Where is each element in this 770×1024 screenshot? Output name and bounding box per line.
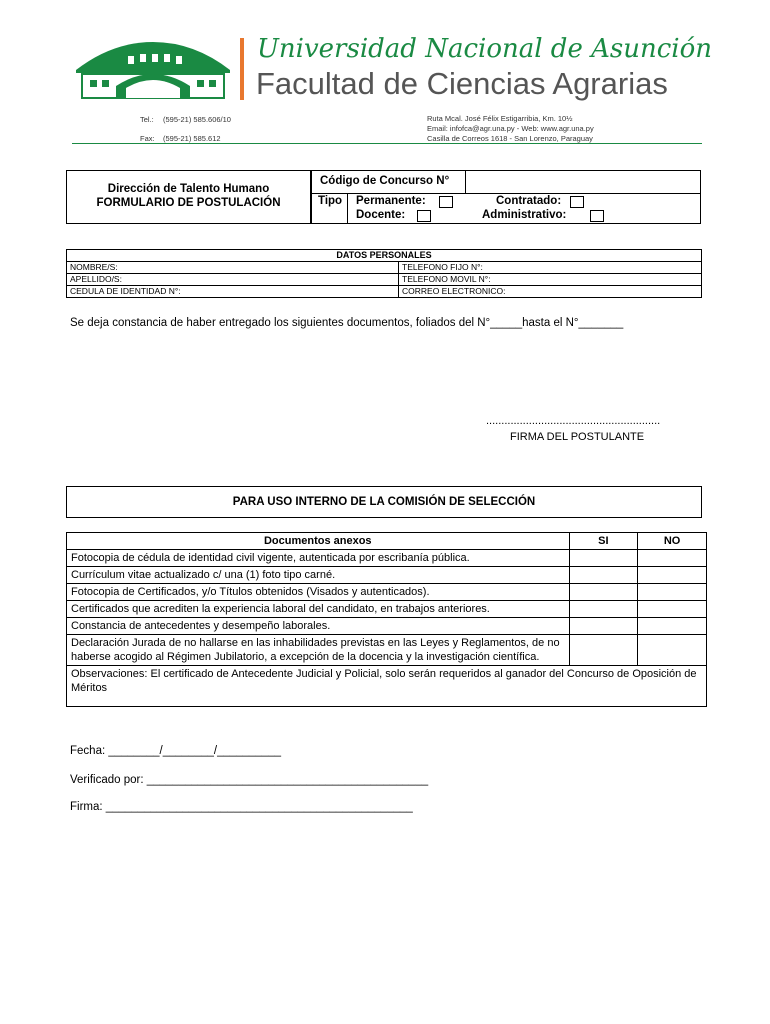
document-item: Fotocopia de cédula de identidad civil vigente, autenticada por escribanía pública. xyxy=(67,550,570,567)
permanente-label: Permanente: xyxy=(356,195,426,207)
document-item: Declaración Jurada de no hallarse en las inhabilidades previstas en las Leyes y Reglamentos, de no haberse acogido al Régimen Jubilatorio, a excepción de la docencia y la investigación científica. xyxy=(67,635,570,666)
docente-label: Docente: xyxy=(356,209,406,221)
administrativo-checkbox[interactable] xyxy=(590,210,604,222)
fax-value: (595-21) 585.612 xyxy=(163,134,221,143)
fecha-field[interactable]: Fecha: ________/________/__________ xyxy=(70,745,282,757)
no-cell[interactable] xyxy=(638,635,707,666)
firma-field[interactable]: Firma: ________________________________________________ xyxy=(70,801,413,813)
table-row xyxy=(67,567,707,584)
codigo-concurso-label: Código de Concurso N° xyxy=(320,175,450,187)
telefono-fijo-field[interactable]: TELEFONO FIJO N°: xyxy=(399,262,702,274)
faculty-name: Facultad de Ciencias Agrarias xyxy=(256,66,668,101)
si-cell[interactable] xyxy=(569,584,638,601)
document-item: Constancia de antecedentes y desempeño laborales. xyxy=(67,618,570,635)
table-row xyxy=(67,584,707,601)
si-cell[interactable] xyxy=(569,550,638,567)
signature-line: ......................................................... xyxy=(486,415,661,427)
col-si-header: SI xyxy=(569,533,638,550)
telefono-movil-field[interactable]: TELEFONO MOVIL N°: xyxy=(399,274,702,286)
tel-value: (595-21) 585.606/10 xyxy=(163,115,231,124)
form-title: FORMULARIO DE POSTULACIÓN xyxy=(96,197,281,209)
contratado-checkbox[interactable] xyxy=(570,196,584,208)
si-cell[interactable] xyxy=(569,635,638,666)
administrativo-label: Administrativo: xyxy=(482,209,567,221)
table-row xyxy=(67,286,702,298)
document-item: Fotocopia de Certificados, y/o Títulos obtenidos (Visados y autenticados). xyxy=(67,584,570,601)
permanente-checkbox[interactable] xyxy=(439,196,453,208)
cedula-field[interactable]: CEDULA DE IDENTIDAD N°: xyxy=(67,286,399,298)
verificado-field[interactable]: Verificado por: ____________________________________________ xyxy=(70,774,429,786)
signature-label: FIRMA DEL POSTULANTE xyxy=(510,431,645,443)
document-item: Certificados que acrediten la experiencia laboral del candidato, en trabajos anteriores. xyxy=(67,601,570,618)
tipo-label: Tipo xyxy=(318,195,343,207)
table-row xyxy=(67,262,702,274)
address-line-1: Ruta Mcal. José Félix Estigarribia, Km. 10½ xyxy=(427,114,573,123)
table-row xyxy=(67,274,702,286)
table-row xyxy=(67,601,707,618)
university-name: Universidad Nacional de Asunción xyxy=(257,34,712,64)
address-line-3: Casilla de Correos 1618 - San Lorenzo, Paraguay xyxy=(427,134,593,143)
datos-personales-table xyxy=(66,249,702,298)
no-cell[interactable] xyxy=(638,567,707,584)
no-cell[interactable] xyxy=(638,550,707,567)
no-cell[interactable] xyxy=(638,584,707,601)
correo-field[interactable]: CORREO ELECTRONICO: xyxy=(399,286,702,298)
datos-personales-title: DATOS PERSONALES xyxy=(67,250,702,262)
form-department: Dirección de Talento Humano xyxy=(107,183,270,195)
header-divider xyxy=(240,38,244,100)
si-cell[interactable] xyxy=(569,567,638,584)
table-row xyxy=(67,550,707,567)
nombre-field[interactable]: NOMBRE/S: xyxy=(67,262,399,274)
observaciones: Observaciones: El certificado de Antecedente Judicial y Policial, solo serán requeridos al ganador del Concurso de Oposición de Méritos xyxy=(67,666,707,707)
no-cell[interactable] xyxy=(638,618,707,635)
address-line-2: Email: infofca@agr.una.py - Web: www.agr.una.py xyxy=(427,124,594,133)
documents-table xyxy=(66,532,707,707)
tel-label: Tel.: xyxy=(140,115,154,124)
docente-checkbox[interactable] xyxy=(417,210,431,222)
table-row xyxy=(67,635,707,666)
document-item: Currículum vitae actualizado c/ una (1) foto tipo carné. xyxy=(67,567,570,584)
si-cell[interactable] xyxy=(569,618,638,635)
constancia-text: Se deja constancia de haber entregado los siguientes documentos, foliados del N°_____hasta el N°_______ xyxy=(70,317,624,329)
form-title-box xyxy=(66,170,311,224)
fax-label: Fax: xyxy=(140,134,155,143)
col-documents-header: Documentos anexos xyxy=(67,533,570,550)
table-row xyxy=(67,666,707,707)
contratado-label: Contratado: xyxy=(496,195,562,207)
apellido-field[interactable]: APELLIDO/S: xyxy=(67,274,399,286)
faculty-logo xyxy=(72,38,234,100)
table-row xyxy=(67,618,707,635)
concurso-box xyxy=(311,170,701,224)
si-cell[interactable] xyxy=(569,601,638,618)
header-rule xyxy=(72,143,702,144)
col-no-header: NO xyxy=(638,533,707,550)
no-cell[interactable] xyxy=(638,601,707,618)
internal-use-title: PARA USO INTERNO DE LA COMISIÓN DE SELECCIÓN xyxy=(66,486,702,518)
